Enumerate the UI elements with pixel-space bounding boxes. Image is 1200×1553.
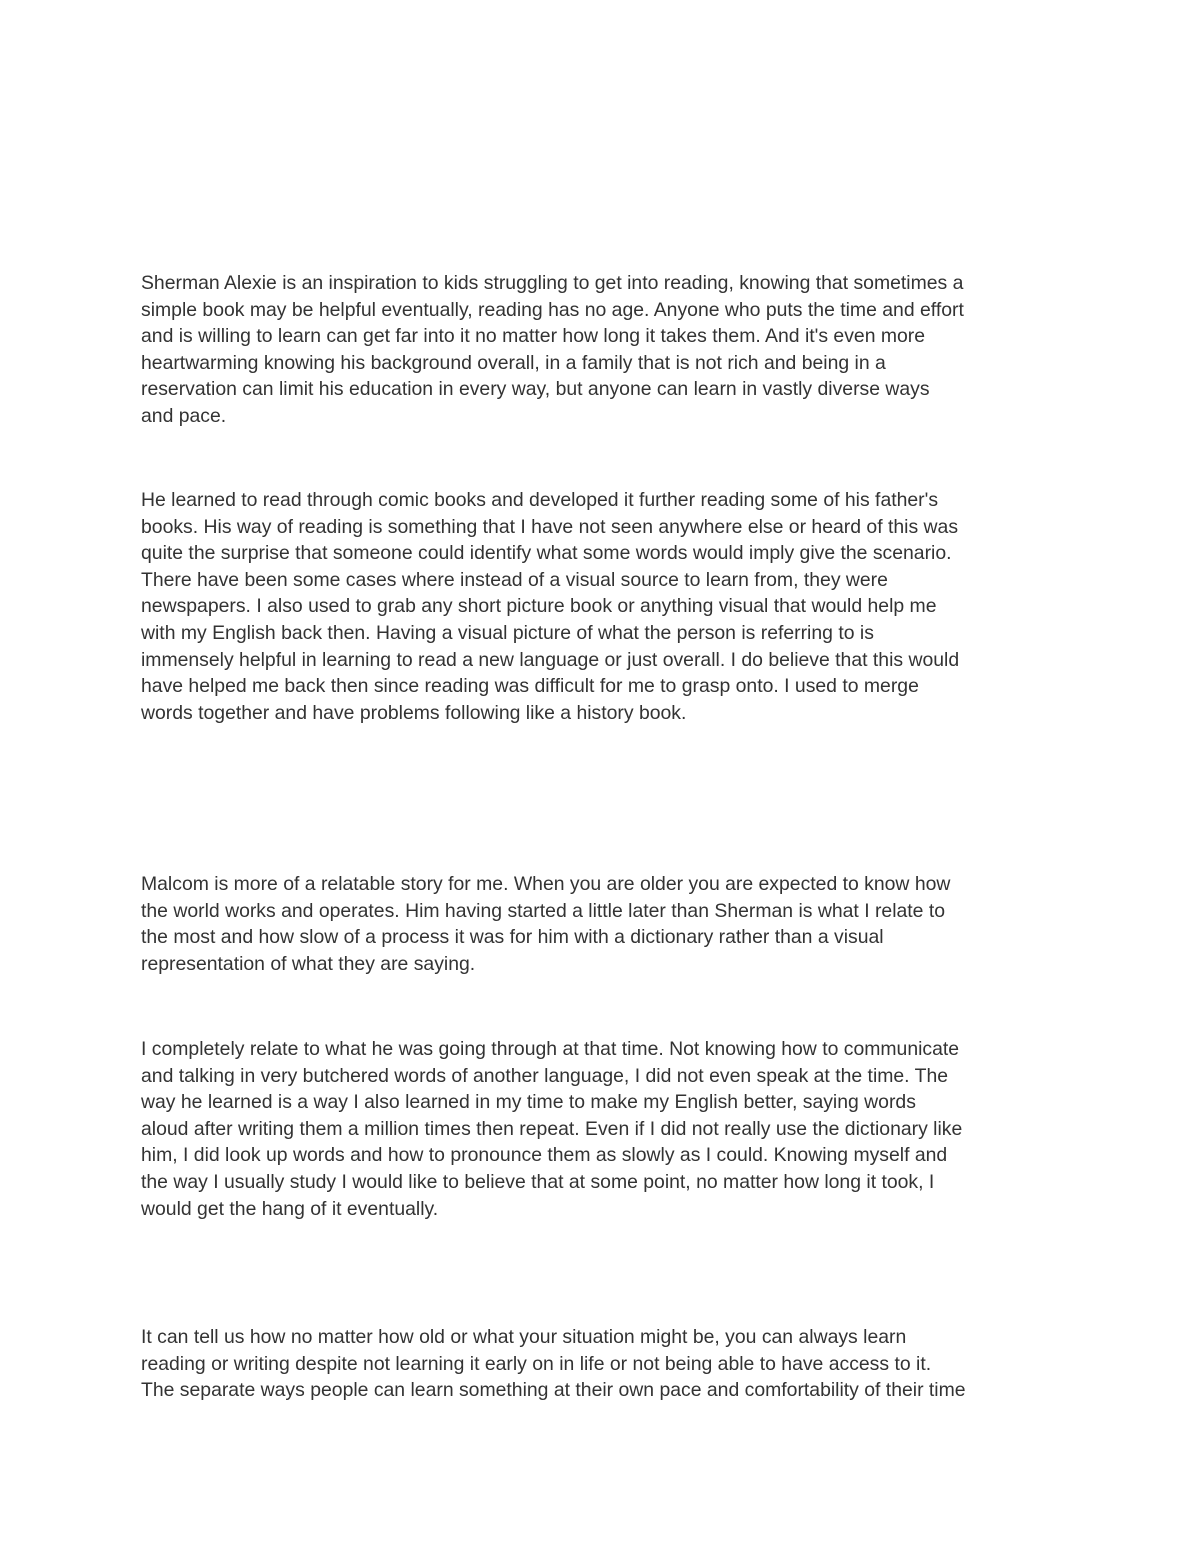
paragraph-comic-books: [141, 487, 1076, 726]
text-line: would get the hang of it eventually.: [141, 1197, 439, 1220]
text-line: words together and have problems following like a history book.: [141, 701, 687, 724]
text-line: The separate ways people can learn something at their own pace and comfortability of their time: [141, 1379, 966, 1402]
text-line: reservation can limit his education in every way, but anyone can learn in vastly diverse ways: [141, 378, 930, 401]
text-line: have helped me back then since reading was difficult for me to grasp onto. I used to merge: [141, 675, 919, 698]
text-line: Sherman Alexie is an inspiration to kids struggling to get into reading, knowing that sometimes a: [141, 272, 964, 294]
paragraph-relate: [141, 1036, 1076, 1222]
text-line: heartwarming knowing his background overall, in a family that is not rich and being in a: [141, 351, 886, 374]
text-line: reading or writing despite not learning it early on in life or not being able to have access to it.: [141, 1352, 932, 1375]
text-line: quite the surprise that someone could identify what some words would imply give the scenario.: [141, 542, 952, 565]
text-line: and talking in very butchered words of another language, I did not even speak at the time. The: [141, 1064, 949, 1087]
text-line: aloud after writing them a million times then repeat. Even if I did not really use the dictionary like: [141, 1117, 963, 1140]
text-line: and is willing to learn can get far into it no matter how long it takes them. And it's even more: [141, 325, 926, 348]
text-line: the way I usually study I would like to believe that at some point, no matter how long it took, I: [141, 1170, 935, 1193]
text-line: books. His way of reading is something that I have not seen anywhere else or heard of this was: [141, 515, 959, 538]
paragraph-sherman-alexie: [141, 270, 1076, 430]
text-line: There have been some cases where instead of a visual source to learn from, they were: [141, 568, 888, 591]
text-line: Malcom is more of a relatable story for me. When you are older you are expected to know how: [141, 873, 951, 895]
text-line: representation of what they are saying.: [141, 952, 476, 975]
text-line: simple book may be helpful eventually, reading has no age. Anyone who puts the time and effort: [141, 298, 964, 321]
text-line: the world works and operates. Him having started a little later than Sherman is what I relate to: [141, 899, 946, 922]
text-line: him, I did look up words and how to pronounce them as slowly as I could. Knowing myself and: [141, 1144, 948, 1167]
text-line: He learned to read through comic books and developed it further reading some of his father's: [141, 489, 939, 511]
text-line: and pace.: [141, 404, 227, 427]
text-line: with my English back then. Having a visual picture of what the person is referring to is: [141, 621, 874, 644]
text-line: the most and how slow of a process it was for him with a dictionary rather than a visual: [141, 926, 884, 949]
paragraph-malcom: [141, 871, 1076, 977]
text-line: immensely helpful in learning to read a new language or just overall. I do believe that this would: [141, 648, 960, 671]
text-line: newspapers. I also used to grab any short picture book or anything visual that would help me: [141, 595, 937, 618]
text-line: I completely relate to what he was going through at that time. Not knowing how to communicate: [141, 1038, 960, 1060]
text-line: way he learned is a way I also learned in my time to make my English better, saying words: [141, 1091, 916, 1114]
text-line: It can tell us how no matter how old or what your situation might be, you can always learn: [141, 1326, 907, 1348]
paragraph-conclusion: [141, 1324, 1076, 1404]
